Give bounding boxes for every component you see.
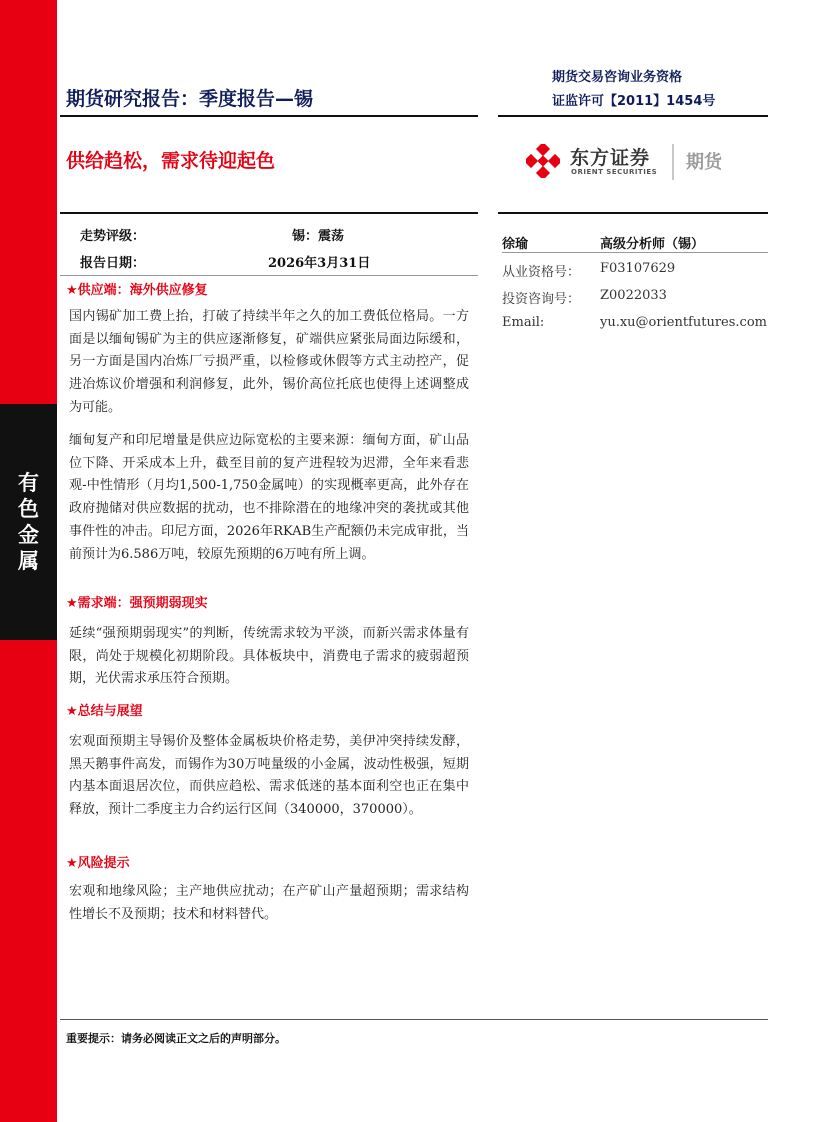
footer-rule	[60, 1019, 768, 1020]
license-line-1: 期货交易咨询业务资格	[552, 70, 683, 85]
footer-notice: 重要提示：请务必阅读正文之后的声明部分。	[66, 1032, 286, 1045]
logo-english-name: ORIENT SECURITIES	[571, 168, 658, 176]
rating-label: 走势评级：	[80, 229, 146, 244]
qualification-value: F03107629	[600, 261, 676, 276]
license-info	[552, 66, 715, 114]
logo-futures: 期货	[686, 152, 722, 173]
date-value: 2026年3月31日	[268, 256, 371, 271]
rating-value: 锡：震荡	[292, 229, 345, 244]
sector-tab	[0, 404, 57, 640]
header-rule-right	[498, 115, 768, 117]
report-headline: 供给趋松，需求待迎起色	[66, 150, 276, 172]
report-type-title: 期货研究报告：季度报告—锡	[66, 88, 314, 110]
analyst-qualification-row	[502, 261, 768, 287]
demand-section-title: ★需求端：强预期弱现实	[66, 596, 208, 611]
supply-section-title: ★供应端：海外供应修复	[66, 283, 208, 298]
demand-paragraph: 延续“强预期弱现实”的判断，传统需求较为平淡，而新兴需求体量有限，尚处于规模化初期阶段。具体板块中，消费电子需求的疲弱超预期，光伏需求承压符合预期。	[69, 626, 469, 687]
meta-rule	[60, 275, 478, 276]
logo-divider	[672, 144, 674, 180]
risk-section-title: ★风险提示	[66, 856, 130, 871]
analyst-advisory-row	[502, 288, 768, 314]
outlook-paragraph: 宏观面预期主导锡价及整体金属板块价格走势，美伊冲突持续发酵，黑天鹅事件高发，而锡作为30万吨量级的小金属，波动性极强，短期内基本面退居次位，而供应趋松、需求低迷的基本面利空也正在集中释放，预计二季度主力合约运行区间（340000，370000）。	[69, 734, 469, 818]
supply-paragraph-2: 缅甸复产和印尼增量是供应边际宽松的主要来源：缅甸方面，矿山品位下降、开采成本上升，截至目前的复产进程较为迟滞，全年来看悲观-中性情形（月均1,500-1,750金属吨）的实现概率更高，此外存在政府抛储对供应数据的扰动，也不排除潜在的地缘冲突的袭扰或其他事件性的冲击。印尼方面，2026年RKAB生产配额仍未完成审批，当前预计为6.586万吨，较原先预期的6万吨有所上调。	[69, 433, 469, 562]
advisory-label: 投资咨询号：	[502, 292, 581, 307]
supply-paragraph-1: 国内锡矿加工费上抬，打破了持续半年之久的加工费低位格局。一方面是以缅甸锡矿为主的供应逐渐修复，矿端供应紧张局面边际缓和，另一方面是国内冶炼厂亏损严重，以检修或休假等方式主动控产，促进冶炼议价增强和利润修复，此外，锡价高位托底也使得上述调整成为可能。	[69, 309, 469, 415]
section-rule-right	[498, 212, 768, 214]
company-logo	[526, 142, 766, 182]
email-label: Email:	[502, 315, 545, 330]
license-line-2: 证监许可【2011】1454号	[552, 94, 716, 109]
sector-tab-label: 有 色 金 属	[18, 471, 39, 573]
analyst-name-row	[502, 233, 768, 259]
email-value[interactable]: yu.xu@orientfutures.com	[600, 315, 767, 330]
date-label: 报告日期：	[80, 256, 146, 271]
risk-paragraph: 宏观和地缘风险；主产地供应扰动；在产矿山产量超预期；需求结构性增长不及预期；技术和材料替代。	[69, 884, 469, 922]
analyst-title: 高级分析师（锡）	[600, 237, 705, 252]
logo-chinese-name: 东方证券	[570, 147, 651, 169]
section-rule-left	[60, 212, 478, 214]
advisory-value: Z0022033	[600, 288, 667, 303]
analyst-email-row	[502, 315, 768, 341]
header-rule-left	[60, 115, 478, 117]
orient-logo-icon	[526, 144, 560, 178]
qualification-label: 从业资格号：	[502, 265, 581, 280]
outlook-section-title: ★总结与展望	[66, 704, 143, 719]
analyst-rule	[502, 252, 768, 253]
analyst-name: 徐瑜	[502, 237, 529, 252]
